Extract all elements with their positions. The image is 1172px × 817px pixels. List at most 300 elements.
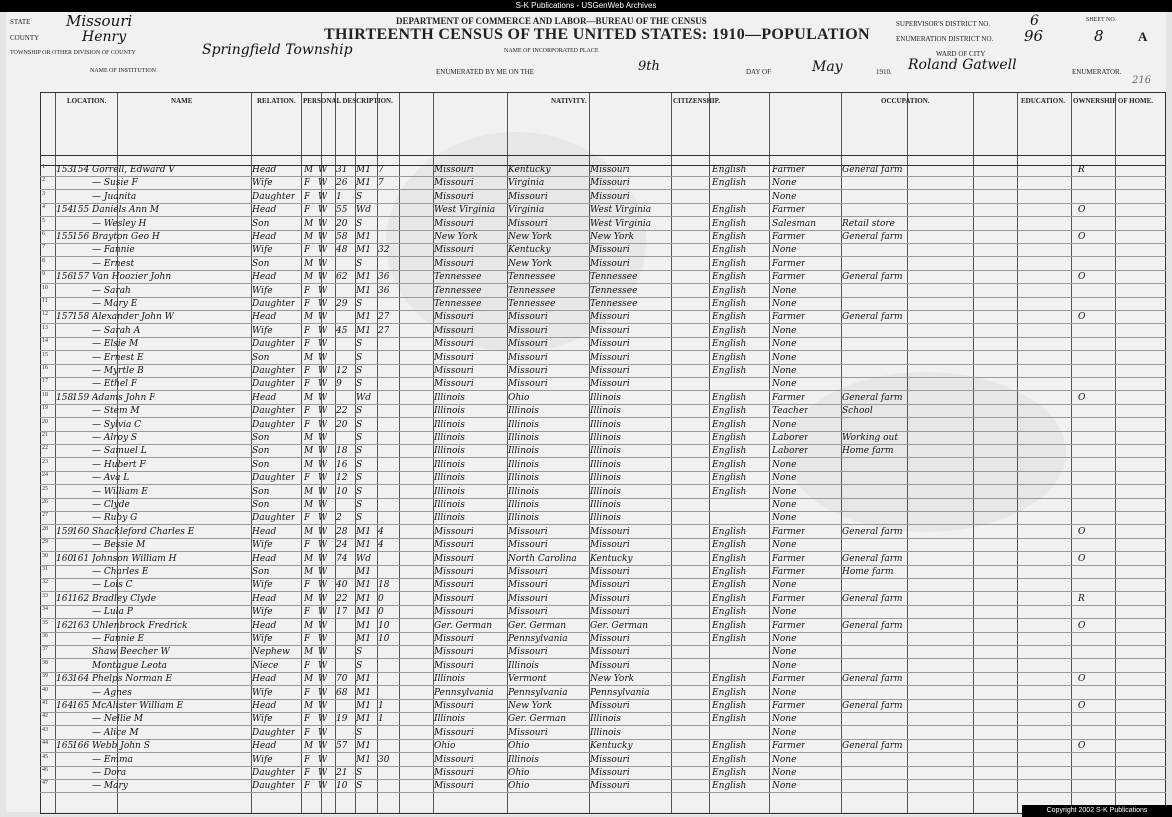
- row-number: 30: [42, 552, 48, 559]
- relation: Wife: [252, 285, 273, 296]
- marital-status: S: [356, 768, 363, 778]
- occupation: None: [772, 486, 797, 497]
- row-number: 24: [42, 472, 48, 479]
- birthplace: Illinois: [434, 486, 465, 497]
- person-name: — Fannie E: [92, 634, 145, 644]
- race: W: [318, 392, 328, 403]
- age: 10: [336, 781, 348, 792]
- years-married: 10: [378, 634, 390, 644]
- row-number: 19: [42, 405, 48, 412]
- occupation: Farmer: [772, 593, 806, 604]
- relation: Wife: [252, 325, 273, 336]
- person-name: Alexander John W: [92, 312, 174, 323]
- sex: M: [304, 433, 314, 443]
- language: English: [712, 540, 747, 551]
- person-name: McAlister William E: [92, 701, 184, 711]
- race: W: [318, 165, 328, 175]
- mother-birthplace: Illinois: [590, 727, 621, 738]
- birthplace: Missouri: [434, 567, 474, 577]
- birthplace: Missouri: [434, 218, 474, 229]
- father-birthplace: Illinois: [508, 486, 539, 497]
- age: 40: [336, 580, 348, 591]
- sex: M: [304, 486, 314, 497]
- marital-status: S: [356, 446, 363, 457]
- years-married: 4: [378, 540, 384, 551]
- mother-birthplace: Illinois: [590, 446, 621, 457]
- person-name: — Mary: [92, 781, 128, 792]
- race: W: [318, 339, 328, 350]
- dwelling-number: 158: [56, 392, 74, 403]
- marital-status: S: [356, 191, 363, 202]
- person-name: — Sylvia C: [92, 419, 142, 430]
- language: English: [712, 218, 747, 229]
- race: W: [318, 218, 328, 229]
- father-birthplace: New York: [508, 232, 553, 242]
- row-number: 42: [42, 713, 48, 720]
- father-birthplace: Vermont: [508, 674, 547, 685]
- owned-or-rented: R: [1078, 165, 1085, 175]
- marital-status: Wd: [356, 205, 372, 216]
- row-number: 12: [42, 311, 48, 318]
- occupation: None: [772, 607, 797, 618]
- occupation: None: [772, 245, 797, 256]
- person-name: Johnson William H: [92, 553, 177, 564]
- occupation: Farmer: [772, 392, 806, 403]
- race: W: [318, 727, 328, 738]
- marital-status: M1: [356, 567, 371, 577]
- age: 22: [336, 406, 348, 417]
- family-number: 159: [72, 392, 90, 403]
- section-education: EDUCATION.: [1021, 97, 1066, 105]
- race: W: [318, 272, 328, 283]
- race: W: [318, 486, 328, 497]
- age: 1: [336, 191, 342, 202]
- birthplace: Missouri: [434, 526, 474, 537]
- row-number: 2: [42, 177, 45, 184]
- relation: Daughter: [252, 366, 296, 376]
- row-number: 45: [42, 753, 48, 760]
- row-number: 33: [42, 592, 48, 599]
- row-number: 17: [42, 378, 48, 385]
- row-number: 36: [42, 633, 48, 639]
- occupation: Teacher: [772, 406, 809, 417]
- relation: Wife: [252, 634, 273, 644]
- sex: F: [304, 299, 311, 309]
- age: 58: [336, 232, 348, 242]
- person-name: — Ava L: [92, 473, 130, 484]
- mother-birthplace: Missouri: [590, 379, 630, 390]
- years-married: 0: [378, 593, 384, 604]
- mother-birthplace: Missouri: [590, 366, 630, 376]
- owned-or-rented: O: [1078, 272, 1086, 283]
- birthplace: Illinois: [434, 406, 465, 417]
- person-name: — Dora: [92, 768, 127, 778]
- person-name: Brayton Geo H: [92, 232, 160, 242]
- birthplace: Missouri: [434, 245, 474, 256]
- row-number: 29: [42, 539, 48, 546]
- language: English: [712, 165, 747, 175]
- years-married: 32: [378, 245, 390, 256]
- industry: General farm: [842, 701, 903, 711]
- mother-birthplace: Illinois: [590, 714, 621, 725]
- father-birthplace: Illinois: [508, 433, 539, 443]
- sex: F: [304, 419, 311, 430]
- years-married: 27: [378, 312, 390, 323]
- marital-status: M1: [356, 526, 371, 537]
- age: 12: [336, 366, 348, 376]
- person-name: — Stem M: [92, 406, 140, 417]
- sex: F: [304, 339, 311, 350]
- person-name: — Ruby G: [92, 513, 138, 524]
- relation: Wife: [252, 714, 273, 725]
- age: 68: [336, 687, 348, 698]
- birthplace: Missouri: [434, 258, 474, 269]
- sex: F: [304, 285, 311, 296]
- occupation: Farmer: [772, 553, 806, 564]
- row-number: 16: [42, 365, 48, 371]
- industry: General farm: [842, 593, 903, 604]
- family-number: 161: [72, 553, 90, 564]
- birthplace: Missouri: [434, 647, 474, 658]
- marital-status: M1: [356, 312, 371, 323]
- relation: Son: [252, 500, 270, 510]
- person-name: — Alice M: [92, 727, 139, 738]
- race: W: [318, 687, 328, 698]
- occupation: None: [772, 379, 797, 390]
- father-birthplace: Kentucky: [508, 245, 551, 256]
- language: English: [712, 701, 747, 711]
- language: English: [712, 392, 747, 403]
- archive-banner: S-K Publications - USGenWeb Archives: [0, 0, 1172, 12]
- language: English: [712, 526, 747, 537]
- occupation: Farmer: [772, 701, 806, 711]
- dwelling-number: 162: [56, 620, 74, 631]
- industry: Home farm: [842, 567, 894, 577]
- row-number: 21: [42, 432, 48, 438]
- mother-birthplace: Illinois: [590, 419, 621, 430]
- row-number: 38: [42, 659, 48, 666]
- person-name: — William E: [92, 486, 148, 497]
- relation: Head: [252, 526, 277, 537]
- race: W: [318, 500, 328, 510]
- father-birthplace: New York: [508, 258, 553, 269]
- mother-birthplace: Missouri: [590, 526, 630, 537]
- sex: M: [304, 165, 314, 175]
- supervisor-value: 6: [1030, 13, 1039, 29]
- mother-birthplace: Missouri: [590, 567, 630, 577]
- relation: Son: [252, 258, 270, 269]
- dwelling-number: 164: [56, 701, 74, 711]
- race: W: [318, 620, 328, 631]
- row-number: 35: [42, 619, 48, 626]
- race: W: [318, 205, 328, 216]
- sex: F: [304, 191, 311, 202]
- father-birthplace: Tennessee: [508, 299, 556, 309]
- sex: M: [304, 647, 314, 658]
- language: English: [712, 272, 747, 283]
- row-number: 22: [42, 445, 48, 452]
- occupation: None: [772, 325, 797, 336]
- relation: Head: [252, 593, 277, 604]
- row-number: 26: [42, 499, 48, 505]
- row-number: 41: [42, 700, 48, 706]
- mother-birthplace: Missouri: [590, 647, 630, 658]
- sex: M: [304, 258, 314, 269]
- occupation: None: [772, 178, 797, 189]
- person-name: — Bessie M: [92, 540, 146, 551]
- years-married: 4: [378, 526, 384, 537]
- mother-birthplace: Missouri: [590, 258, 630, 269]
- birthplace: Missouri: [434, 754, 474, 765]
- language: English: [712, 245, 747, 256]
- mother-birthplace: Missouri: [590, 607, 630, 618]
- father-birthplace: Missouri: [508, 567, 548, 577]
- sex: F: [304, 473, 311, 484]
- sex: F: [304, 178, 311, 189]
- township-value: Springfield Township: [202, 42, 353, 58]
- age: 28: [336, 526, 348, 537]
- birthplace: Missouri: [434, 325, 474, 336]
- ward-label: WARD OF CITY: [936, 50, 986, 58]
- relation: Son: [252, 446, 270, 457]
- person-name: Webb John S: [92, 741, 150, 752]
- relation: Wife: [252, 607, 273, 618]
- years-married: 10: [378, 620, 390, 631]
- relation: Daughter: [252, 768, 296, 778]
- relation: Wife: [252, 245, 273, 256]
- father-birthplace: New York: [508, 701, 553, 711]
- relation: Wife: [252, 754, 273, 765]
- language: English: [712, 299, 747, 309]
- race: W: [318, 446, 328, 457]
- sex: F: [304, 714, 311, 725]
- row-number: 31: [42, 566, 48, 572]
- mother-birthplace: West Virginia: [590, 218, 652, 229]
- mother-birthplace: Missouri: [590, 191, 630, 202]
- years-married: 7: [378, 165, 384, 175]
- years-married: 36: [378, 285, 390, 296]
- relation: Son: [252, 433, 270, 443]
- industry: General farm: [842, 392, 903, 403]
- race: W: [318, 191, 328, 202]
- relation: Daughter: [252, 339, 296, 350]
- person-name: Uhlenbrock Fredrick: [92, 620, 188, 631]
- race: W: [318, 299, 328, 309]
- dwelling-number: 159: [56, 526, 74, 537]
- owned-or-rented: O: [1078, 701, 1086, 711]
- occupation: Farmer: [772, 674, 806, 685]
- sex: M: [304, 620, 314, 631]
- language: English: [712, 366, 747, 376]
- birthplace: Missouri: [434, 593, 474, 604]
- race: W: [318, 714, 328, 725]
- age: 57: [336, 741, 348, 752]
- dwelling-number: 153: [56, 165, 74, 175]
- section-occupation: OCCUPATION.: [881, 97, 930, 105]
- language: English: [712, 781, 747, 792]
- dwelling-number: 163: [56, 674, 74, 685]
- marital-status: S: [356, 339, 363, 350]
- age: 16: [336, 459, 348, 470]
- father-birthplace: Missouri: [508, 366, 548, 376]
- county-label: COUNTY: [10, 34, 40, 42]
- mother-birthplace: West Virginia: [590, 205, 652, 216]
- person-name: — Sarah: [92, 285, 131, 296]
- marital-status: M1: [356, 714, 371, 725]
- person-name: — Ernest: [92, 258, 135, 269]
- county-value: Henry: [82, 29, 127, 45]
- marital-status: M1: [356, 634, 371, 644]
- person-name: Adams John F: [92, 392, 156, 403]
- birthplace: Missouri: [434, 366, 474, 376]
- birthplace: Missouri: [434, 553, 474, 564]
- language: English: [712, 352, 747, 363]
- mother-birthplace: Tennessee: [590, 285, 638, 296]
- enumeration-district-value: 96: [1024, 27, 1044, 45]
- age: 20: [336, 218, 348, 229]
- family-number: 154: [72, 165, 90, 175]
- row-number: 9: [42, 271, 45, 278]
- occupation: Farmer: [772, 258, 806, 269]
- relation: Daughter: [252, 419, 296, 430]
- language: English: [712, 258, 747, 269]
- race: W: [318, 741, 328, 752]
- row-number: 6: [42, 231, 45, 237]
- row-number: 10: [42, 284, 48, 291]
- dwelling-number: 165: [56, 741, 74, 752]
- marital-status: S: [356, 647, 363, 658]
- occupation: Farmer: [772, 741, 806, 752]
- sex: M: [304, 446, 314, 457]
- age: 29: [336, 299, 348, 309]
- mother-birthplace: Missouri: [590, 768, 630, 778]
- sex: F: [304, 366, 311, 376]
- sex: F: [304, 513, 311, 524]
- age: 74: [336, 553, 348, 564]
- row-number: 20: [42, 418, 48, 425]
- sex: F: [304, 660, 311, 671]
- day-value: 9th: [638, 59, 660, 74]
- father-birthplace: Missouri: [508, 339, 548, 350]
- language: English: [712, 687, 747, 698]
- marital-status: M1: [356, 178, 371, 189]
- marital-status: M1: [356, 701, 371, 711]
- age: 55: [336, 205, 348, 216]
- incorporated-place-label: NAME OF INCORPORATED PLACE: [504, 48, 599, 54]
- mother-birthplace: Tennessee: [590, 272, 638, 283]
- person-name: — Ernest E: [92, 352, 144, 363]
- birthplace: Tennessee: [434, 299, 482, 309]
- section-ownership: OWNERSHIP OF HOME.: [1073, 97, 1154, 105]
- row-number: 8: [42, 257, 45, 264]
- owned-or-rented: O: [1078, 674, 1086, 685]
- section-nativity: NATIVITY.: [551, 97, 587, 105]
- relation: Nephew: [252, 647, 290, 658]
- marital-status: S: [356, 218, 363, 229]
- occupation: None: [772, 768, 797, 778]
- language: English: [712, 714, 747, 725]
- race: W: [318, 607, 328, 618]
- person-name: — Nellie M: [92, 714, 144, 725]
- language: English: [712, 339, 747, 350]
- marital-status: S: [356, 781, 363, 792]
- race: W: [318, 768, 328, 778]
- marital-status: Wd: [356, 392, 372, 403]
- sex: M: [304, 500, 314, 510]
- age: 2: [336, 513, 342, 524]
- marital-status: M1: [356, 580, 371, 591]
- race: W: [318, 593, 328, 604]
- sex: M: [304, 232, 314, 242]
- years-married: 7: [378, 178, 384, 189]
- father-birthplace: Illinois: [508, 446, 539, 457]
- relation: Wife: [252, 580, 273, 591]
- father-birthplace: Missouri: [508, 352, 548, 363]
- race: W: [318, 473, 328, 484]
- race: W: [318, 366, 328, 376]
- father-birthplace: Tennessee: [508, 285, 556, 296]
- birthplace: Illinois: [434, 392, 465, 403]
- birthplace: Illinois: [434, 674, 465, 685]
- family-number: 155: [72, 205, 90, 216]
- occupation: Farmer: [772, 205, 806, 216]
- state-value: Missouri: [66, 12, 133, 30]
- mother-birthplace: Illinois: [590, 433, 621, 443]
- family-number: 162: [72, 593, 90, 604]
- birthplace: Missouri: [434, 352, 474, 363]
- father-birthplace: Missouri: [508, 526, 548, 537]
- mother-birthplace: Missouri: [590, 701, 630, 711]
- industry: General farm: [842, 620, 903, 631]
- father-birthplace: Missouri: [508, 727, 548, 738]
- person-name: Shaw Beecher W: [92, 647, 170, 658]
- occupation: None: [772, 339, 797, 350]
- row-number: 27: [42, 512, 48, 519]
- years-married: 30: [378, 754, 390, 765]
- owned-or-rented: O: [1078, 205, 1086, 216]
- age: 18: [336, 446, 348, 457]
- marital-status: M1: [356, 325, 371, 336]
- father-birthplace: Missouri: [508, 312, 548, 323]
- relation: Daughter: [252, 299, 296, 309]
- marital-status: S: [356, 419, 363, 430]
- section-citizenship: CITIZENSHIP.: [673, 97, 721, 105]
- enumeration-district-label: ENUMERATION DISTRICT NO.: [896, 35, 994, 43]
- sex: M: [304, 392, 314, 403]
- row-number: 5: [42, 217, 45, 224]
- occupation: Salesman: [772, 218, 817, 229]
- mother-birthplace: Missouri: [590, 660, 630, 671]
- sex: M: [304, 526, 314, 537]
- sex: F: [304, 540, 311, 551]
- race: W: [318, 406, 328, 417]
- department-heading: DEPARTMENT OF COMMERCE AND LABOR—BUREAU OF THE CENSUS: [396, 16, 707, 26]
- person-name: — Wesley H: [92, 218, 147, 229]
- race: W: [318, 647, 328, 658]
- father-birthplace: North Carolina: [508, 553, 577, 564]
- relation: Head: [252, 165, 277, 175]
- occupation: None: [772, 540, 797, 551]
- marital-status: S: [356, 459, 363, 470]
- occupation: Farmer: [772, 567, 806, 577]
- father-birthplace: Missouri: [508, 218, 548, 229]
- birthplace: Missouri: [434, 178, 474, 189]
- relation: Head: [252, 272, 277, 283]
- industry: General farm: [842, 272, 903, 283]
- mother-birthplace: Ger. German: [590, 620, 649, 631]
- marital-status: M1: [356, 540, 371, 551]
- years-married: 1: [378, 714, 384, 725]
